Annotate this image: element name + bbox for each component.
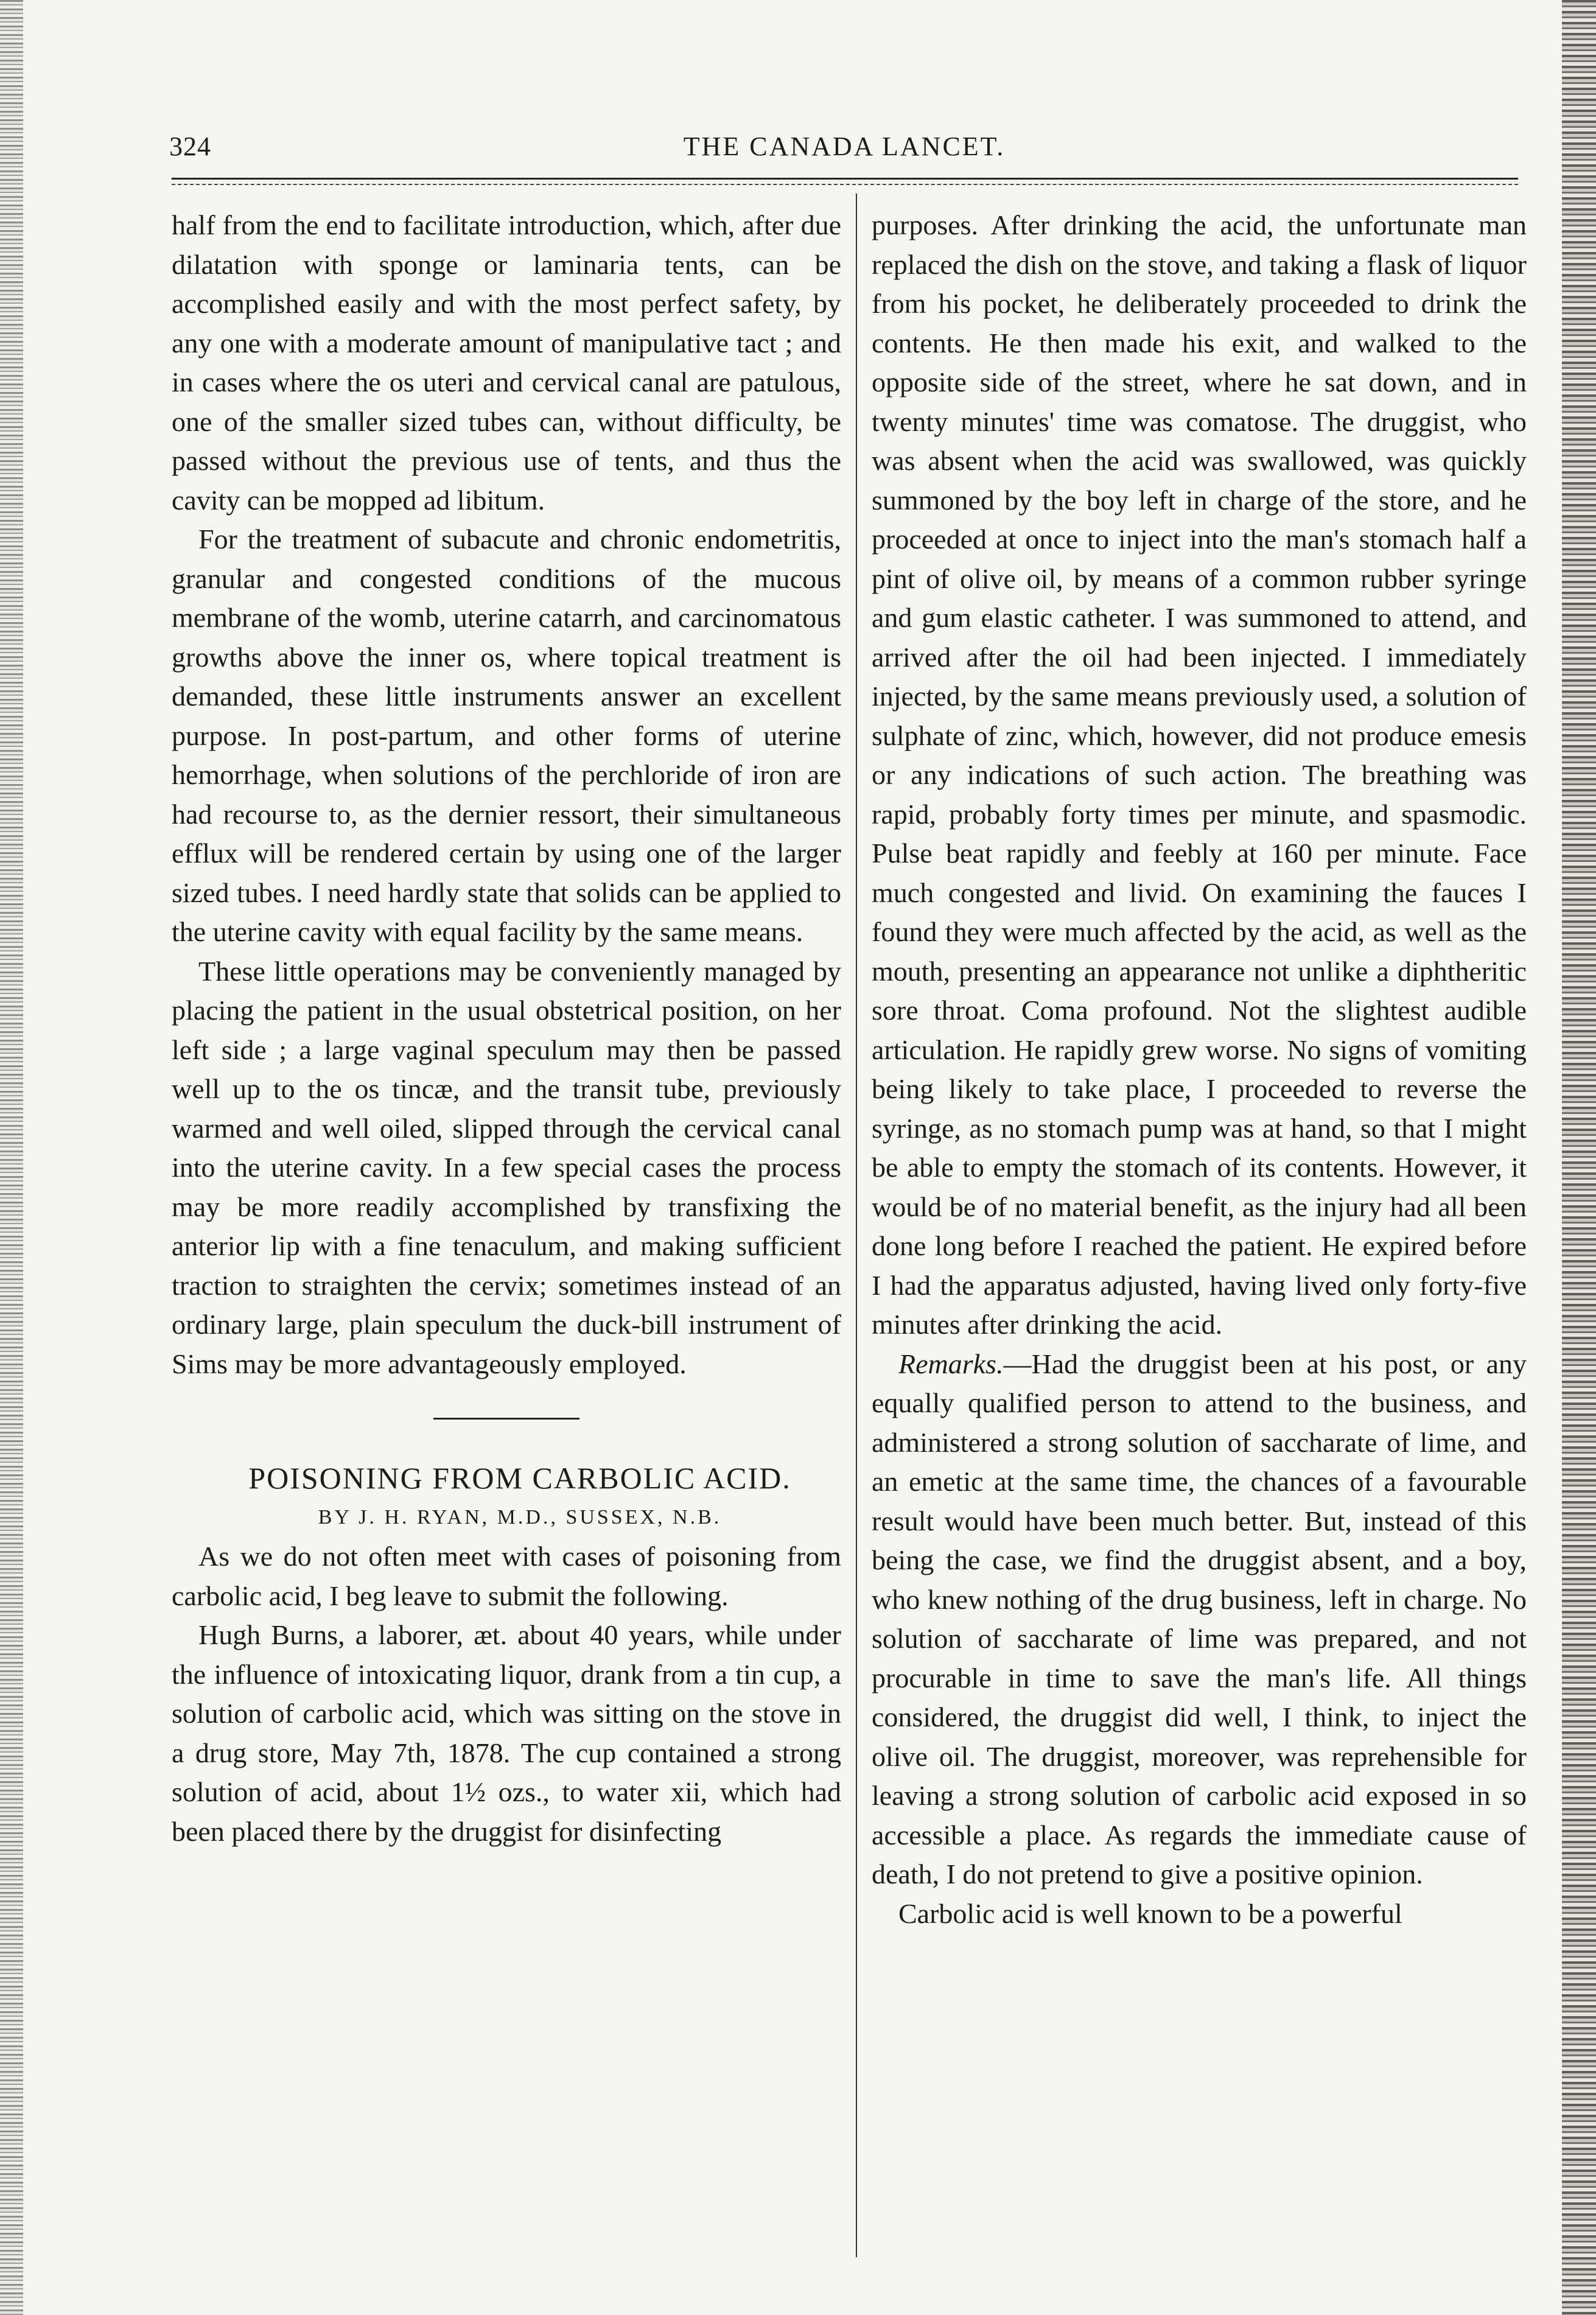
header-rule [172, 178, 1518, 180]
paragraph: purposes. After drinking the acid, the unfortunate man replaced the dish on the stove, and taking a flask of liquor from his pocket, he deliberately proceeded to drink the contents. He then made his exit, and walked to the opposite side of the street, where he sat down, and in twenty minutes' time was comatose. The druggist, who was absent when the acid was swallowed, was quickly summoned by the boy left in charge of the store, and he proceeded at once to inject into the man's stomach half a pint of olive oil, by means of a common rubber syringe and gum elastic catheter. I was summoned to attend, and arrived after the oil had been injected. I immediately injected, by the same means previously used, a solution of sulphate of zinc, which, however, did not produce emesis or any indications of such action. The breathing was rapid, probably forty times per minute, and spasmodic. Pulse beat rapidly and feebly at 160 per minute. Face much congested and livid. On examining the fauces I found they were much affected by the acid, as well as the mouth, presenting an appearance not unlike a diphtheritic sore throat. Coma profound. Not the slightest audible articulation. He rapidly grew worse. No signs of vomiting being likely to take place, I proceeded to reverse the syringe, as no stomach pump was at hand, so that I might be able to empty the stomach of its contents. However, it would be of no material benefit, as the injury had all been done long before I reached the patient. He expired before I had the apparatus adjusted, having lived only forty-five minutes after drinking the acid. [872, 209, 1527, 1340]
article-byline: BY J. H. RYAN, M.D., SUSSEX, N.B. [318, 1505, 722, 1529]
right-column [872, 206, 1527, 1933]
page-header [169, 131, 1519, 173]
page-edge-right [1562, 0, 1596, 2315]
section-divider [433, 1418, 579, 1420]
paragraph: Carbolic acid is well known to be a powerful [898, 1897, 1402, 1929]
remarks-label: Remarks. [898, 1348, 1004, 1379]
article-title: POISONING FROM CARBOLIC ACID. [248, 1461, 791, 1495]
header-rule-dashed [172, 184, 1518, 185]
page-edge-left [0, 0, 23, 2315]
page-number: 324 [169, 131, 211, 161]
paragraph: Hugh Burns, a laborer, æt. about 40 years, while under the influence of intoxicating liquor, drank from a tin cup, a solution of carbolic acid, which was sitting on the stove in a drug store, May 7th, 1878. The cup contained a strong solution of acid, about 1½ ozs., to water xii, which had been placed there by the druggist for disinfecting [172, 1619, 841, 1847]
left-column [172, 206, 841, 1851]
paragraph-remarks [872, 1345, 1527, 1894]
remarks-text: —Had the druggist been at his post, or any equally qualified person to attend to the business, and administered a strong solution of saccharate of lime, and an emetic at the same time, the chances of a favourable result would have been much better. But, instead of this being the case, we find the druggist absent, and a boy, who knew nothing of the drug business, left in charge. No solution of saccharate of lime was prepared, and not procurable in time to save the man's life. All things considered, the druggist did well, I think, to inject the olive oil. The druggist, moreover, was reprehensible for leaving a strong solution of carbolic acid exposed in so accessible a place. As regards the immediate cause of death, I do not pretend to give a positive opinion. [872, 1348, 1527, 1889]
paragraph: As we do not often meet with cases of poisoning from carbolic acid, I beg leave to submit the following. [172, 1541, 841, 1611]
paragraph: These little operations may be conveniently managed by placing the patient in the usual obstetrical position, on her left side ; a large vaginal speculum may then be passed well up to the os tincæ, and the transit tube, previously warmed and well oiled, slipped through the cervical canal into the uterine cavity. In a few special cases the process may be more readily accomplished by transfixing the anterior lip with a fine tenaculum, and making sufficient traction to straighten the cervix; sometimes instead of an ordinary large, plain speculum the duck-bill instrument of Sims may be more advantageously employed. [172, 955, 841, 1379]
column-divider [856, 194, 857, 2257]
paragraph: For the treatment of subacute and chronic endometritis, granular and congested conditions of the mucous membrane of the womb, uterine catarrh, and carcinomatous growths above the inner os, where topical treatment is demanded, these little instruments answer an excellent purpose. In post-partum, and other forms of uterine hemorrhage, when solutions of the perchloride of iron are had recourse to, as the dernier ressort, their simultaneous efflux will be rendered certain by using one of the larger sized tubes. I need hardly state that solids can be applied to the uterine cavity with equal facility by the same means. [172, 524, 841, 947]
paragraph: half from the end to facilitate introduction, which, after due dilatation with sponge or laminaria tents, can be accomplished easily and with the most perfect safety, by any one with a moderate amount of manipulative tact ; and in cases where the os uteri and cervical canal are patulous, one of the smaller sized tubes can, without difficulty, be passed without the previous use of tents, and thus the cavity can be mopped ad libitum. [172, 209, 841, 516]
running-title: THE CANADA LANCET. [683, 131, 1006, 161]
